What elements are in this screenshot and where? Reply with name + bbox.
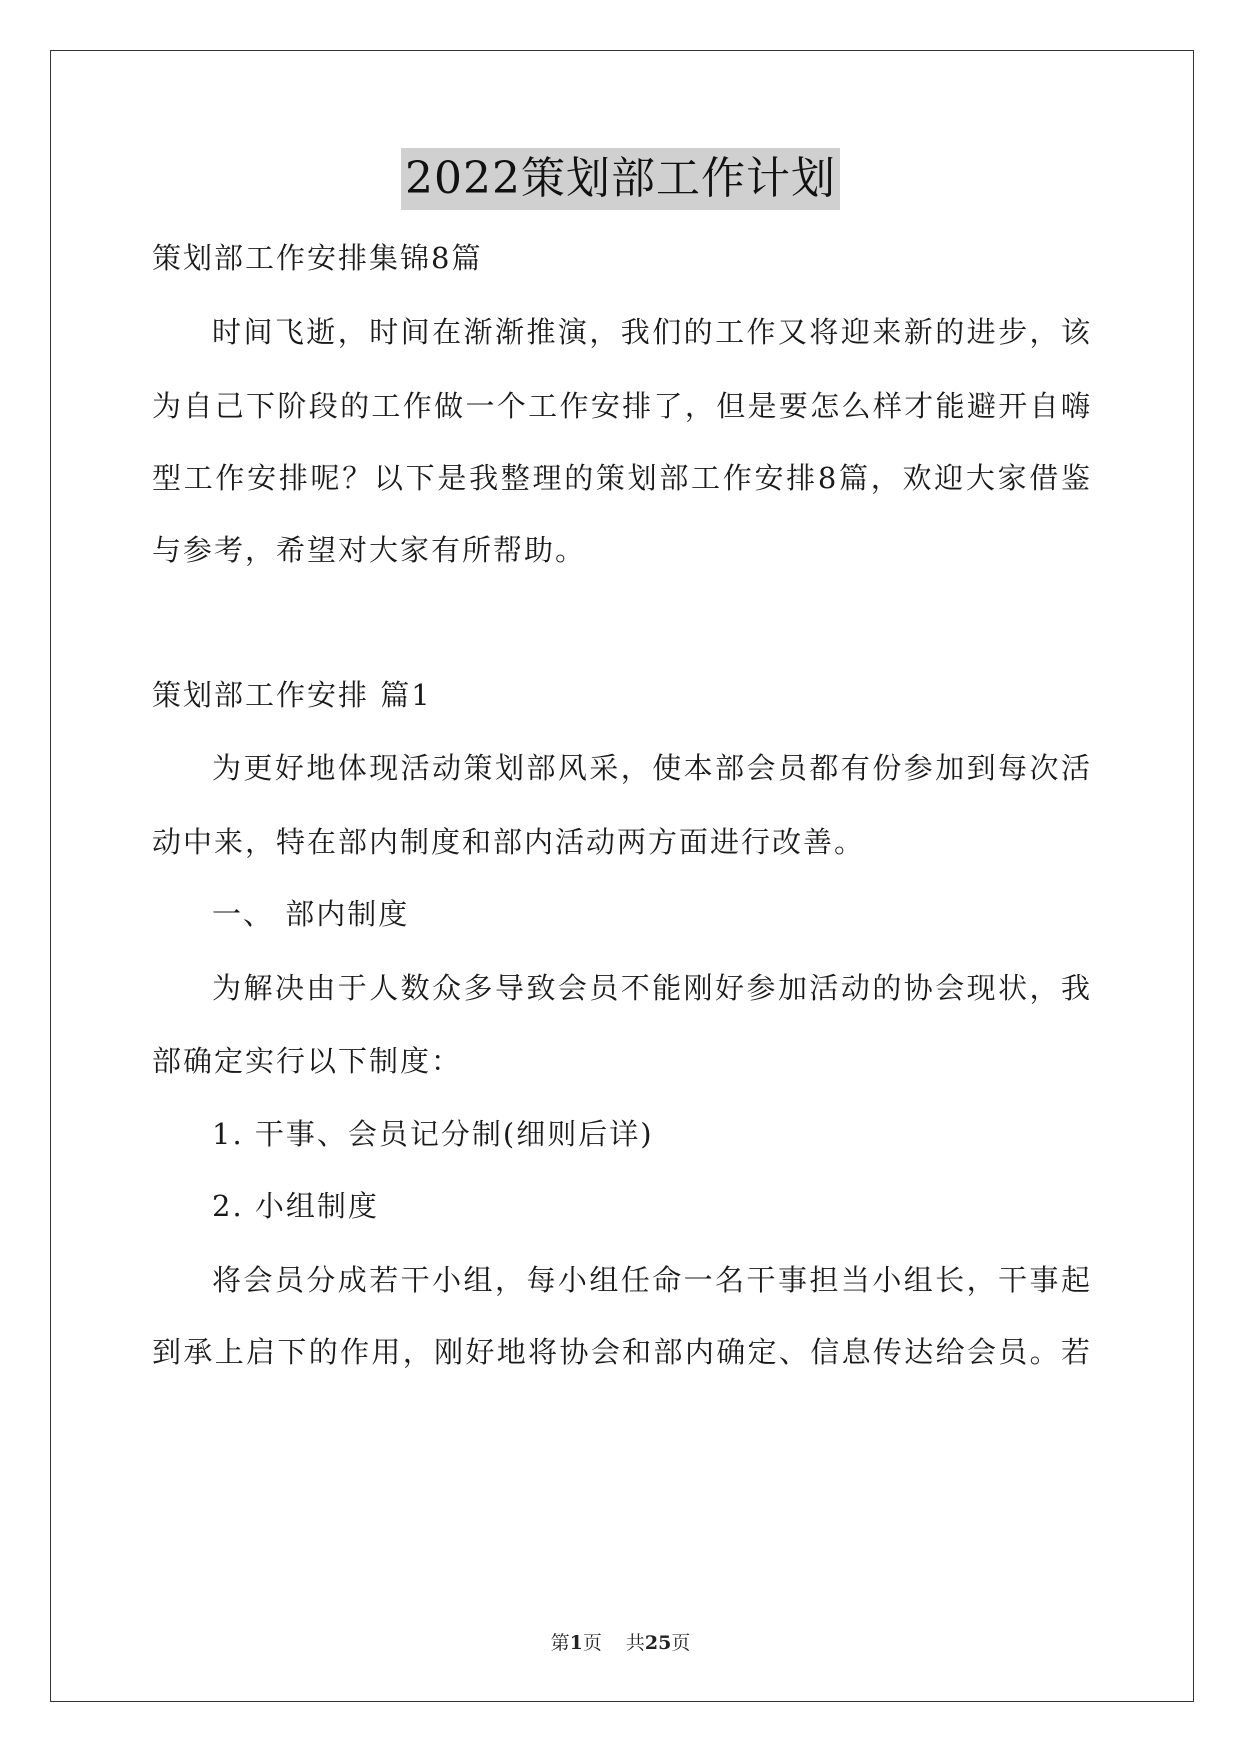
paragraph-line: 将会员分成若干小组，每小组任命一名干事担当小组长，干事起 xyxy=(212,1263,1092,1297)
footer-total-prefix: 共 xyxy=(625,1632,645,1654)
footer-page-suffix: 页 xyxy=(582,1632,602,1654)
section-heading: 策划部工作安排 篇1 xyxy=(152,678,432,712)
footer-total-pages: 25 xyxy=(644,1632,672,1654)
paragraph-line: 为解决由于人数众多导致会员不能刚好参加活动的协会现状，我 xyxy=(212,971,1092,1005)
list-item: 2. 小组制度 xyxy=(212,1189,379,1223)
subsection-heading: 一、 部内制度 xyxy=(212,897,410,931)
paragraph-line: 为自己下阶段的工作做一个工作安排了，但是要怎么样才能避开自嗨 xyxy=(152,389,1092,423)
footer-prefix: 第 xyxy=(550,1632,570,1654)
page-border xyxy=(50,50,1194,1702)
list-item: 1. 干事、会员记分制(细则后详) xyxy=(212,1117,654,1151)
document-title: 2022策划部工作计划 xyxy=(401,148,840,210)
paragraph-line: 部确定实行以下制度： xyxy=(152,1044,463,1078)
footer-page-number: 1 xyxy=(569,1632,583,1654)
paragraph-line: 与参考，希望对大家有所帮助。 xyxy=(152,533,587,567)
title-container xyxy=(0,148,1241,210)
paragraph-line: 到承上启下的作用，刚好地将协会和部内确定、信息传达给会员。若 xyxy=(152,1335,1092,1369)
paragraph-line: 动中来，特在部内制度和部内活动两方面进行改善。 xyxy=(152,825,866,859)
paragraph-line: 时间飞逝，时间在渐渐推演，我们的工作又将迎来新的进步，该 xyxy=(212,315,1092,349)
subtitle-line: 策划部工作安排集锦8篇 xyxy=(152,241,483,275)
page-footer xyxy=(0,1630,1241,1656)
footer-total-suffix: 页 xyxy=(671,1632,691,1654)
paragraph-line: 为更好地体现活动策划部风采，使本部会员都有份参加到每次活 xyxy=(212,751,1092,785)
paragraph-line: 型工作安排呢？以下是我整理的策划部工作安排8篇，欢迎大家借鉴 xyxy=(152,461,1092,495)
